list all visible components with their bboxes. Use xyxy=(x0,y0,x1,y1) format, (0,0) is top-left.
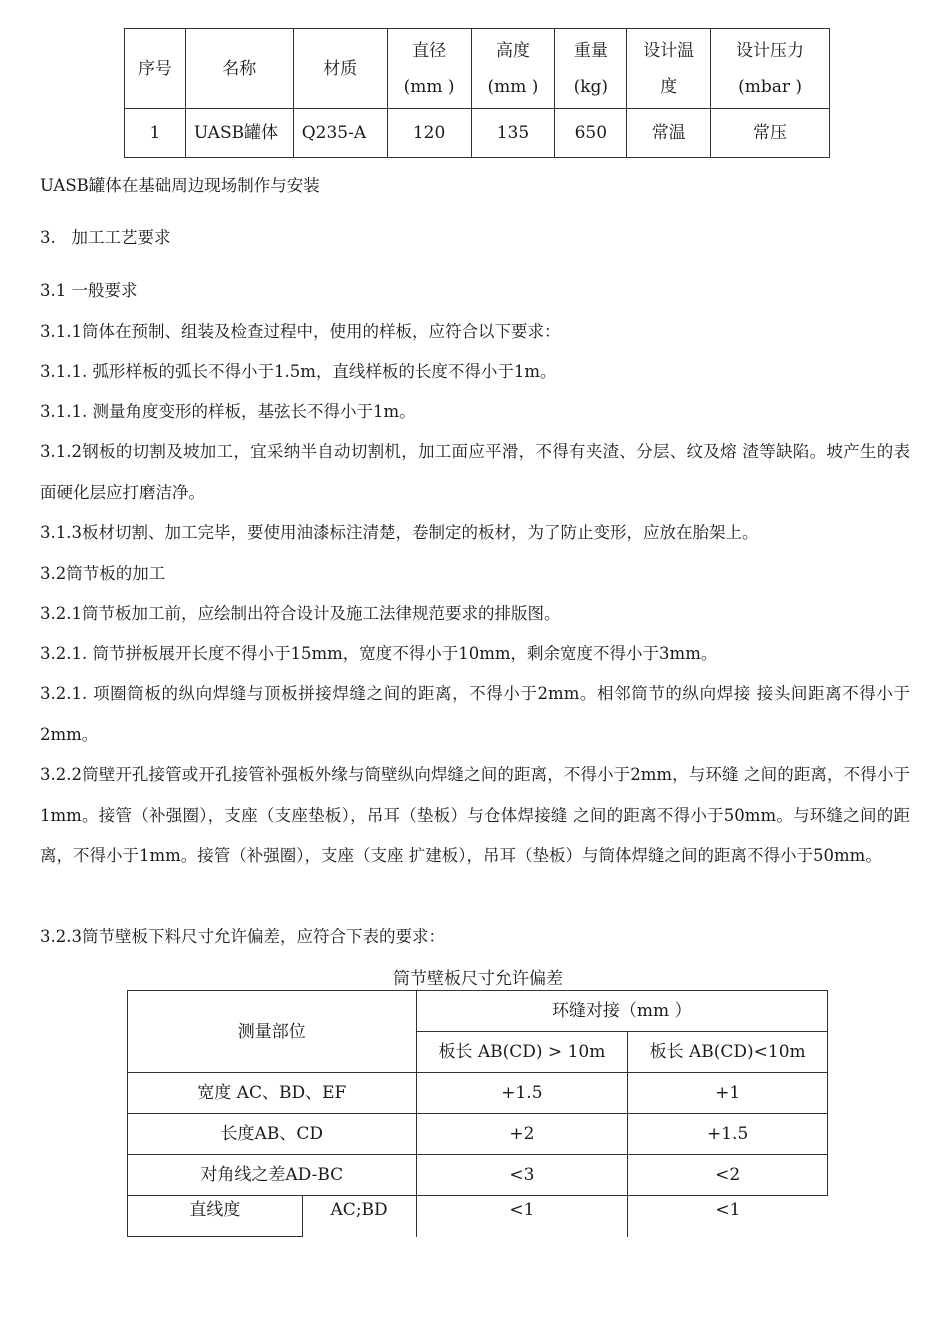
body-text-line: 3.2.3筒节壁板下料尺寸允许偏差，应符合下表的要求： xyxy=(40,927,445,946)
spec-cell: 650 xyxy=(555,109,627,158)
tolerance-table xyxy=(127,990,828,1237)
measure-part-cell: 长度AB、CD xyxy=(128,1114,417,1155)
tolerance-value: <1 xyxy=(416,1196,628,1237)
measure-subpart-cell: AC;BD xyxy=(302,1196,416,1237)
spec-header-cell: 重量 (kg) xyxy=(555,29,627,109)
table-row xyxy=(128,1114,828,1155)
spec-data-row xyxy=(125,109,830,158)
table-caption: 筒节壁板尺寸允许偏差 xyxy=(393,969,563,989)
table-row xyxy=(128,1196,828,1237)
measure-part-cell: 直线度 xyxy=(128,1196,303,1237)
subsection-heading: 3.1 一般要求 xyxy=(40,281,138,300)
tolerance-header-row xyxy=(128,991,828,1032)
spec-cell: 1 xyxy=(125,109,186,158)
tolerance-value: +2 xyxy=(416,1114,628,1155)
spec-cell: 常压 xyxy=(711,109,830,158)
column-header: 板长 AB(CD)<10m xyxy=(628,1032,828,1073)
spec-cell: 135 xyxy=(471,109,555,158)
joint-group-header: 环缝对接（mm ） xyxy=(416,991,827,1032)
body-text-line: 3.2.1. 筒节拼板展开长度不得小于15mm，宽度不得小于10mm，剩余宽度不得小于3mm。 xyxy=(40,644,718,663)
spec-cell: 常温 xyxy=(627,109,711,158)
column-header: 板长 AB(CD) > 10m xyxy=(416,1032,628,1073)
body-text-line: 3.1.1. 测量角度变形的样板，基弦长不得小于1m。 xyxy=(40,402,416,421)
body-text-line: 3.1.1筒体在预制、组装及检查过程中，使用的样板，应符合以下要求： xyxy=(40,322,561,341)
spec-cell: 120 xyxy=(387,109,471,158)
tolerance-value: <1 xyxy=(628,1196,828,1237)
body-text-line: 3.1.1. 弧形样板的弧长不得小于1.5m，直线样板的长度不得小于1m。 xyxy=(40,362,557,381)
body-paragraph: 3.1.2钢板的切割及坡加工，宜采纳半自动切割机，加工面应平滑，不得有夹渣、分层、纹及熔 渣等缺陷。坡产生的表面硬化层应打磨洁净。 xyxy=(40,442,910,502)
spec-table xyxy=(124,28,830,158)
spec-header-cell: 设计压力 (mbar ) xyxy=(711,29,830,109)
spec-header-row xyxy=(125,29,830,109)
tolerance-value: <3 xyxy=(416,1155,628,1196)
measure-part-cell: 宽度 AC、BD、EF xyxy=(128,1073,417,1114)
spec-header-cell: 材质 xyxy=(293,29,387,109)
tolerance-value: +1.5 xyxy=(628,1114,828,1155)
spec-header-cell: 名称 xyxy=(185,29,293,109)
tolerance-value: <2 xyxy=(628,1155,828,1196)
tolerance-value: +1 xyxy=(628,1073,828,1114)
spec-header-cell: 序号 xyxy=(125,29,186,109)
measure-part-header: 测量部位 xyxy=(128,991,417,1073)
spec-header-cell: 设计温 度 xyxy=(627,29,711,109)
subsection-heading: 3.2筒节板的加工 xyxy=(40,564,166,583)
body-text-line: UASB罐体在基础周边现场制作与安装 xyxy=(40,176,320,195)
table-row xyxy=(128,1073,828,1114)
body-text-line: 3.2.1筒节板加工前，应绘制出符合设计及施工法律规范要求的排版图。 xyxy=(40,604,561,623)
tolerance-value: +1.5 xyxy=(416,1073,628,1114)
spec-cell: UASB罐体 xyxy=(185,109,293,158)
table-row xyxy=(128,1155,828,1196)
body-paragraph: 3.2.1. 项圈筒板的纵向焊缝与顶板拼接焊缝之间的距离，不得小于2mm。相邻筒节的纵向焊接 接头间距离不得小于2mm。 xyxy=(40,684,910,744)
spec-cell: Q235-A xyxy=(293,109,387,158)
spec-header-cell: 直径 (mm ) xyxy=(387,29,471,109)
section-heading: 3. 加工工艺要求 xyxy=(40,228,171,247)
body-paragraph: 3.2.2筒壁开孔接管或开孔接管补强板外缘与筒壁纵向焊缝之间的距离，不得小于2mm，与环缝 之间的距离，不得小于1mm。接管（补强圈），支座（支座垫板），吊耳（垫板）与仓体焊接缝 之间的距离不得小于50mm。与环缝之间的距离，不得小于1mm。接管（补强圈），支座（支座 扩建板），吊耳（垫板）与筒体焊缝之间的距离不得小于50mm。 xyxy=(40,765,910,865)
body-text-line: 3.1.3板材切割、加工完毕，要使用油漆标注清楚，卷制定的板材，为了防止变形，应放在胎架上。 xyxy=(40,523,759,542)
measure-part-cell: 对角线之差AD-BC xyxy=(128,1155,417,1196)
spec-header-cell: 高度 (mm ) xyxy=(471,29,555,109)
